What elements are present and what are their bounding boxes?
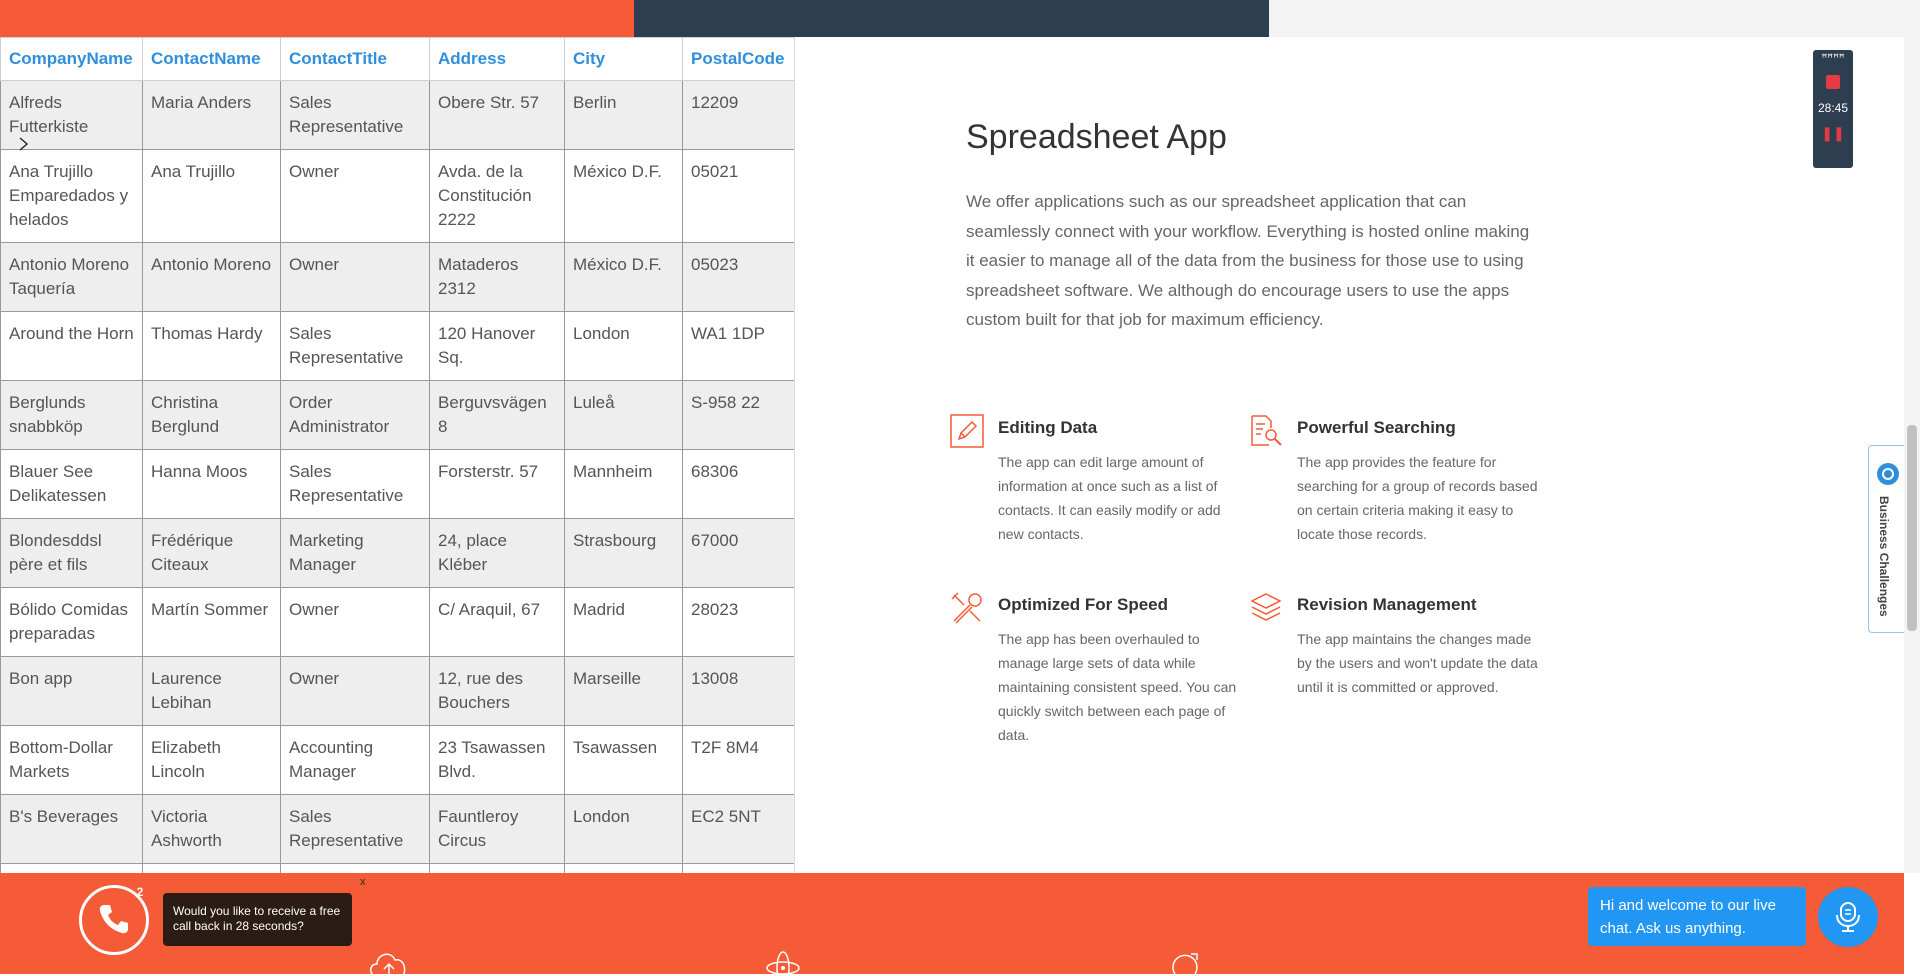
table-cell[interactable]: EC2 5NT	[683, 795, 795, 864]
table-cell[interactable]: México D.F.	[565, 243, 683, 312]
table-row[interactable]	[1, 81, 795, 150]
table-cell[interactable]: Sales Representative	[281, 450, 430, 519]
column-header[interactable]: Address	[430, 38, 565, 81]
table-cell[interactable]: Elizabeth Lincoln	[143, 726, 281, 795]
pencil-square-icon	[950, 414, 984, 448]
column-header[interactable]: City	[565, 38, 683, 81]
pause-icon[interactable]: ❚❚	[1821, 125, 1845, 141]
table-cell[interactable]: Thomas Hardy	[143, 312, 281, 381]
table-row[interactable]	[1, 450, 795, 519]
table-cell[interactable]: Around the Horn	[1, 312, 143, 381]
phone-icon	[97, 902, 131, 936]
table-cell[interactable]: Order Administrator	[281, 381, 430, 450]
table-cell[interactable]: B's Beverages	[1, 795, 143, 864]
table-cell[interactable]: 05021	[683, 150, 795, 243]
table-cell[interactable]: Sales Representative	[281, 312, 430, 381]
tools-icon	[950, 591, 984, 625]
table-row[interactable]	[1, 726, 795, 795]
table-cell[interactable]: Avda. de la Constitución 2222	[430, 150, 565, 243]
notification-badge: 2	[136, 885, 144, 899]
table-row[interactable]	[1, 588, 795, 657]
recorder-label: ꟸꟸꟸꟸ	[1821, 53, 1845, 64]
table-cell[interactable]: Berguvsvägen 8	[430, 381, 565, 450]
column-header[interactable]: CompanyName	[1, 38, 143, 81]
table-cell[interactable]: 68306	[683, 450, 795, 519]
layers-icon	[1249, 591, 1283, 625]
feature-title: Revision Management	[1297, 595, 1477, 614]
table-cell[interactable]: Antonio Moreno	[143, 243, 281, 312]
chat-face-icon	[1876, 462, 1900, 486]
table-cell[interactable]: Blondesddsl père et fils	[1, 519, 143, 588]
business-challenges-label: Business Challenges	[1877, 496, 1891, 617]
table-cell[interactable]: Ana Trujillo Emparedados y helados	[1, 150, 143, 243]
table-cell[interactable]: 12, rue des Bouchers	[430, 657, 565, 726]
cloud-upload-icon	[367, 946, 411, 976]
table-cell[interactable]: Marketing Manager	[281, 519, 430, 588]
live-chat-button[interactable]	[1818, 887, 1878, 947]
table-cell[interactable]: C/ Araquil, 67	[430, 588, 565, 657]
document-search-icon	[1249, 414, 1283, 448]
table-cell[interactable]: Blauer See Delikatessen	[1, 450, 143, 519]
top-banner-dark	[634, 0, 1269, 37]
table-cell[interactable]: Owner	[281, 243, 430, 312]
feature-description: The app maintains the changes made by the users and won't update the data until it is committed or approved.	[1297, 631, 1538, 695]
intro-paragraph: We offer applications such as our spreadsheet application that can seamlessly connect with your workflow. Everything is hosted online making it easier to manage all of the data from the business for those use to using spreadsheet software. We although do encourage users to use the apps custom built for that job for maximum efficiency.	[966, 192, 1530, 329]
feature-revision-management	[1265, 591, 1545, 699]
table-row[interactable]	[1, 657, 795, 726]
table-cell[interactable]: 13008	[683, 657, 795, 726]
table-cell[interactable]: Berglunds snabbköp	[1, 381, 143, 450]
table-cell[interactable]: Mataderos 2312	[430, 243, 565, 312]
close-callback-button[interactable]: x	[360, 876, 366, 888]
table-cell[interactable]: London	[565, 312, 683, 381]
table-cell[interactable]: Sales Representative	[281, 81, 430, 150]
spreadsheet-grid[interactable]	[0, 37, 795, 873]
scrollbar-thumb[interactable]	[1907, 425, 1917, 631]
table-cell[interactable]: Forsterstr. 57	[430, 450, 565, 519]
feature-powerful-searching	[1265, 414, 1545, 546]
table-cell[interactable]: Owner	[281, 657, 430, 726]
table-cell[interactable]: 23 Tsawassen Blvd.	[430, 726, 565, 795]
table-cell[interactable]: 28023	[683, 588, 795, 657]
column-header[interactable]: ContactTitle	[281, 38, 430, 81]
table-cell[interactable]: 120 Hanover Sq.	[430, 312, 565, 381]
table-cell[interactable]: WA1 1DP	[683, 312, 795, 381]
table-cell[interactable]: 67000	[683, 519, 795, 588]
refresh-icon	[1163, 946, 1207, 976]
table-cell[interactable]: 24, place Kléber	[430, 519, 565, 588]
table-cell[interactable]: 12209	[683, 81, 795, 150]
table-cell[interactable]: Laurence Lebihan	[143, 657, 281, 726]
table-cell[interactable]: Martín Sommer	[143, 588, 281, 657]
callback-prompt[interactable]: Would you like to receive a free call back in 28 seconds?	[163, 893, 352, 946]
atom-icon	[761, 946, 805, 976]
table-cell[interactable]: Bólido Comidas preparadas	[1, 588, 143, 657]
table-cell[interactable]: Accounting Manager	[281, 726, 430, 795]
table-cell[interactable]: Maria Anders	[143, 81, 281, 150]
table-row[interactable]	[1, 243, 795, 312]
data-table	[0, 37, 795, 873]
table-cell[interactable]: Bon app	[1, 657, 143, 726]
table-cell[interactable]: Hanna Moos	[143, 450, 281, 519]
recorder-timer: 28:45	[1817, 101, 1849, 115]
table-cell[interactable]: Christina Berglund	[143, 381, 281, 450]
microphone-icon	[1833, 901, 1863, 933]
table-header-row	[1, 38, 795, 81]
page-title: Spreadsheet App	[966, 118, 1227, 156]
stop-record-icon[interactable]	[1826, 75, 1840, 89]
table-cell[interactable]: Sales Representative	[281, 795, 430, 864]
table-cell[interactable]: S-958 22	[683, 381, 795, 450]
feature-optimized-speed	[966, 591, 1246, 747]
table-cell[interactable]: Fauntleroy Circus	[430, 795, 565, 864]
table-cell[interactable]: Alfreds Futterkiste	[1, 81, 143, 150]
mouse-pointer-icon	[18, 136, 32, 156]
table-cell[interactable]: Frédérique Citeaux	[143, 519, 281, 588]
table-row[interactable]	[1, 795, 795, 864]
feature-description: The app provides the feature for searching for a group of records based on certain criteria making it easy to locate those records.	[1297, 454, 1538, 542]
table-row[interactable]	[1, 519, 795, 588]
table-cell[interactable]: Strasbourg	[565, 519, 683, 588]
table-cell[interactable]	[683, 864, 795, 874]
table-cell[interactable]: Owner	[281, 150, 430, 243]
table-cell[interactable]: 05023	[683, 243, 795, 312]
table-cell[interactable]	[430, 864, 565, 874]
table-row[interactable]	[1, 381, 795, 450]
table-row[interactable]	[1, 312, 795, 381]
live-chat-greeting[interactable]: Hi and welcome to our live chat. Ask us anything.	[1588, 887, 1806, 946]
column-header[interactable]: ContactName	[143, 38, 281, 81]
table-cell[interactable]	[143, 864, 281, 874]
main-content	[966, 118, 1536, 335]
table-cell[interactable]: Victoria Ashworth	[143, 795, 281, 864]
page-scrollbar[interactable]	[1904, 37, 1920, 873]
table-cell[interactable]: México D.F.	[565, 150, 683, 243]
table-cell[interactable]: Mannheim	[565, 450, 683, 519]
table-cell[interactable]: Madrid	[565, 588, 683, 657]
feature-title: Editing Data	[998, 418, 1098, 437]
table-cell[interactable]: Bottom-Dollar Markets	[1, 726, 143, 795]
table-cell[interactable]: Antonio Moreno Taquería	[1, 243, 143, 312]
top-banner-gray	[1269, 0, 1920, 37]
feature-description: The app has been overhauled to manage large sets of data while maintaining consistent speed. You can quickly switch between each page of data.	[998, 631, 1237, 743]
table-cell[interactable]: Obere Str. 57	[430, 81, 565, 150]
table-row[interactable]	[1, 150, 795, 243]
feature-editing-data	[966, 414, 1246, 546]
table-cell[interactable]: Berlin	[565, 81, 683, 150]
table-cell[interactable]: Marseille	[565, 657, 683, 726]
feature-title: Optimized For Speed	[998, 595, 1169, 614]
table-cell[interactable]	[1, 864, 143, 874]
table-cell[interactable]: Ana Trujillo	[143, 150, 281, 243]
column-header[interactable]: PostalCode	[683, 38, 795, 81]
business-challenges-tab[interactable]	[1868, 445, 1907, 633]
feature-title: Powerful Searching	[1297, 418, 1456, 437]
table-row[interactable]	[1, 864, 795, 874]
table-cell[interactable]: T2F 8M4	[683, 726, 795, 795]
feature-description: The app can edit large amount of information at once such as a list of contacts. It can easily modify or add new contacts.	[998, 454, 1221, 542]
screen-recorder-widget	[1813, 50, 1853, 168]
table-cell[interactable]: Luleå	[565, 381, 683, 450]
table-cell[interactable]	[281, 864, 430, 874]
table-cell[interactable]	[565, 864, 683, 874]
table-cell[interactable]: Owner	[281, 588, 430, 657]
table-cell[interactable]: Tsawassen	[565, 726, 683, 795]
top-banner-orange	[0, 0, 634, 37]
table-cell[interactable]: London	[565, 795, 683, 864]
